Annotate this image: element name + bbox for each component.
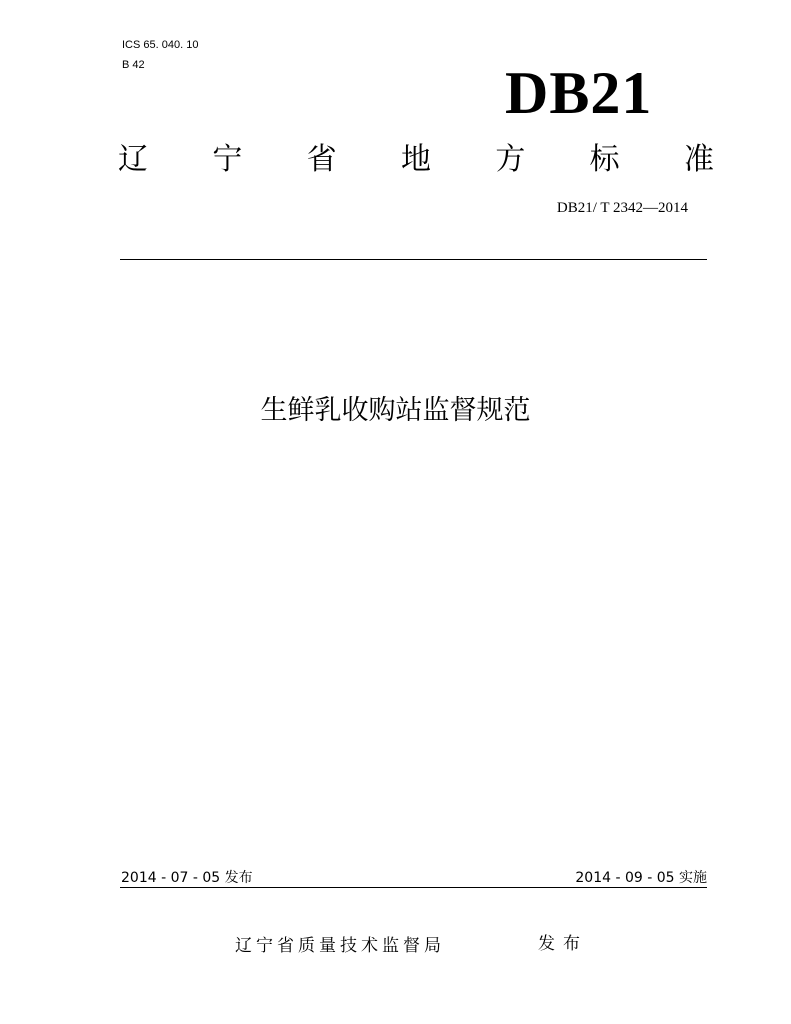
- standard-type-char: 省: [306, 142, 337, 177]
- standard-number: DB21/ T 2342—2014: [556, 200, 688, 216]
- issue-label: 发布: [538, 934, 588, 954]
- document-title: 生鲜乳收购站监督规范: [260, 395, 531, 426]
- standard-type-char: 准: [683, 142, 714, 177]
- issue-date: 2014 - 07 - 05 发布: [121, 870, 253, 886]
- ccs-code: B 42: [122, 59, 145, 71]
- ics-code: ICS 65. 040. 10: [122, 39, 199, 51]
- standard-type-char: 地: [400, 142, 431, 177]
- standard-type-char: 辽: [118, 142, 148, 177]
- standard-type-char: 方: [495, 142, 526, 177]
- standard-type-char: 标: [589, 142, 620, 177]
- db-standard-logo: DB21: [505, 60, 653, 126]
- footer-divider: [120, 887, 707, 888]
- implementation-date: 2014 - 09 - 05 实施: [575, 870, 707, 886]
- standard-type-heading: [118, 140, 714, 180]
- header-divider: [120, 259, 707, 260]
- standard-type-char: 宁: [212, 142, 243, 177]
- issuing-authority: 辽宁省质量技术监督局: [235, 936, 445, 956]
